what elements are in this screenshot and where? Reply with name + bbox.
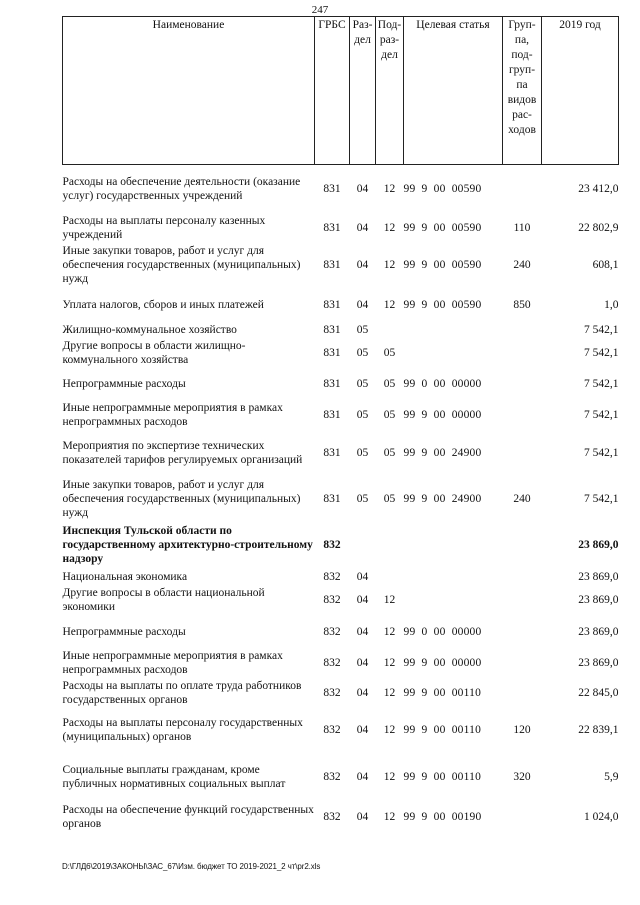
- row-razdel: 05: [356, 377, 369, 390]
- row-name: Жилищно-коммунальное хозяйство: [62, 323, 237, 336]
- table-row: [63, 585, 619, 615]
- row-razdel: 04: [356, 259, 369, 271]
- row-sum: 7 542,1: [584, 346, 619, 359]
- row-grbs: 831: [323, 346, 341, 359]
- row-podrazdel: 12: [383, 810, 396, 823]
- table-row: [63, 752, 619, 802]
- table-row: [63, 802, 619, 832]
- row-name: Расходы на обеспечение деятельности (оказание услуг) государственных учреждений: [62, 175, 301, 202]
- table-body: [63, 165, 619, 832]
- row-podrazdel: 12: [383, 686, 396, 699]
- row-grbs: 831: [323, 446, 341, 459]
- row-name: Социальные выплаты гражданам, кроме публичных нормативных социальных выплат: [62, 763, 286, 790]
- row-sum: 7 542,1: [584, 492, 619, 505]
- row-razdel: 04: [356, 298, 369, 311]
- row-name: Непрограммные расходы: [62, 625, 186, 638]
- row-podrazdel: 05: [383, 446, 396, 459]
- row-target-article: 99 9 00 24900: [403, 492, 482, 505]
- row-target-article: [404, 522, 503, 569]
- row-expense-group: [503, 802, 542, 832]
- row-target-article: 99 0 00 00000: [403, 625, 482, 638]
- row-grbs: 832: [323, 539, 341, 551]
- row-podrazdel: 12: [383, 298, 396, 311]
- row-sum: 5,9: [604, 770, 619, 783]
- row-razdel: 05: [356, 492, 369, 505]
- row-expense-group: 240: [513, 259, 531, 271]
- row-expense-group: [503, 649, 542, 678]
- row-target-article: 99 9 00 00590: [403, 182, 482, 195]
- table-row: [63, 430, 619, 476]
- row-razdel: 04: [356, 182, 369, 195]
- row-sum: 1,0: [604, 298, 619, 311]
- row-name: Другие вопросы в области национальной экономики: [62, 586, 265, 613]
- row-grbs: 831: [323, 492, 341, 505]
- row-grbs: 831: [323, 408, 341, 421]
- row-razdel: 04: [356, 770, 369, 783]
- row-grbs: 831: [323, 182, 341, 195]
- row-expense-group: [503, 400, 542, 430]
- row-target-article: 99 9 00 00590: [403, 298, 482, 311]
- table-row: [63, 708, 619, 752]
- row-expense-group: [503, 522, 542, 569]
- row-name: Иные непрограммные мероприятия в рамках непрограммных расходов: [62, 650, 283, 676]
- row-target-article: [404, 569, 503, 585]
- row-target-article: 99 9 00 00000: [403, 408, 482, 421]
- table-row: [63, 165, 619, 213]
- row-razdel: 04: [356, 723, 369, 736]
- row-name: Расходы на обеспечение функций государственных органов: [62, 803, 314, 830]
- row-grbs: 832: [323, 657, 341, 669]
- row-expense-group: [503, 165, 542, 213]
- row-podrazdel: 05: [383, 408, 396, 421]
- row-name: Иные закупки товаров, работ и услуг для обеспечения государственных (муниципальных) нужд: [62, 478, 301, 519]
- table-row: [63, 368, 619, 400]
- row-name: Расходы на выплаты по оплате труда работников государственных органов: [62, 679, 302, 706]
- row-target-article: 99 9 00 24900: [403, 446, 482, 459]
- row-podrazdel: 12: [383, 657, 396, 669]
- row-podrazdel: 05: [383, 492, 396, 505]
- header-grbs: ГРБС: [315, 17, 350, 165]
- row-expense-group: [503, 678, 542, 708]
- header-expense-group: Груп- па, под- груп- па видов рас- ходов: [503, 17, 542, 165]
- row-podrazdel: 05: [383, 346, 396, 359]
- row-name: Мероприятия по экспертизе технических показателей тарифов регулируемых организаций: [62, 439, 303, 466]
- row-razdel: 05: [356, 346, 369, 359]
- row-name: Уплата налогов, сборов и иных платежей: [62, 298, 264, 311]
- row-razdel: 04: [356, 625, 369, 638]
- row-sum: 608,1: [592, 259, 619, 271]
- row-grbs: 831: [323, 259, 341, 271]
- row-razdel: 05: [356, 323, 369, 336]
- header-name: Наименование: [63, 17, 315, 165]
- row-name: Иные непрограммные мероприятия в рамках непрограммных расходов: [62, 401, 283, 428]
- row-podrazdel: 12: [383, 723, 396, 736]
- row-grbs: 832: [323, 593, 341, 606]
- row-expense-group: [503, 569, 542, 585]
- row-razdel: 04: [356, 686, 369, 699]
- row-grbs: 832: [323, 723, 341, 736]
- row-target-article: 99 9 00 00190: [403, 810, 482, 823]
- row-sum: 7 542,1: [584, 408, 619, 421]
- row-name: Расходы на выплаты персоналу государственных (муниципальных) органов: [62, 716, 303, 743]
- table-row: [63, 322, 619, 338]
- header-year: 2019 год: [542, 17, 619, 165]
- table-row: [63, 243, 619, 288]
- row-sum: 23 869,0: [578, 593, 619, 606]
- header-razdel: Раз- дел: [350, 17, 376, 165]
- table-header-row: [63, 17, 619, 165]
- row-grbs: 832: [323, 686, 341, 699]
- budget-table: [62, 16, 619, 832]
- row-sum: 23 869,0: [578, 625, 619, 638]
- row-expense-group: [503, 430, 542, 476]
- row-target-article: 99 9 00 00590: [403, 221, 482, 234]
- row-sum: 23 412,0: [578, 182, 619, 195]
- header-podrazdel: Под- раз- дел: [376, 17, 404, 165]
- row-expense-group: [503, 338, 542, 368]
- row-podrazdel: 12: [383, 221, 396, 234]
- table-row: [63, 569, 619, 585]
- row-expense-group: 850: [513, 298, 531, 311]
- row-podrazdel: 05: [383, 377, 396, 390]
- row-podrazdel: [376, 522, 404, 569]
- row-sum: 1 024,0: [584, 810, 619, 823]
- row-razdel: 04: [356, 810, 369, 823]
- row-name: Национальная экономика: [62, 570, 188, 583]
- table-row: [63, 615, 619, 649]
- table-row: [63, 678, 619, 708]
- row-target-article: 99 9 00 00000: [403, 657, 482, 669]
- row-grbs: 831: [323, 221, 341, 234]
- table-row: [63, 522, 619, 569]
- table-row: [63, 400, 619, 430]
- row-name: Расходы на выплаты персоналу казенных учреждений: [62, 214, 266, 241]
- row-target-article: [404, 338, 503, 368]
- table-row: [63, 213, 619, 243]
- row-name: Непрограммные расходы: [62, 377, 186, 390]
- row-expense-group: 120: [513, 723, 531, 736]
- row-grbs: 832: [323, 570, 341, 583]
- row-target-article: 99 9 00 00110: [403, 770, 482, 783]
- row-razdel: 04: [356, 593, 369, 606]
- row-target-article: 99 9 00 00110: [403, 723, 482, 736]
- row-podrazdel: 12: [383, 770, 396, 783]
- row-sum: 22 839,1: [578, 723, 619, 736]
- table-row: [63, 288, 619, 322]
- row-podrazdel: 12: [383, 182, 396, 195]
- table-row: [63, 338, 619, 368]
- row-podrazdel: [376, 322, 404, 338]
- page-number: 247: [311, 4, 329, 16]
- row-expense-group: [503, 585, 542, 615]
- row-target-article: 99 9 00 00110: [403, 686, 482, 699]
- row-grbs: 832: [323, 770, 341, 783]
- row-expense-group: [503, 322, 542, 338]
- row-sum: 23 869,0: [578, 570, 619, 583]
- row-expense-group: 320: [513, 770, 531, 783]
- row-sum: 22 845,0: [578, 686, 619, 699]
- row-razdel: 04: [356, 221, 369, 234]
- row-name: Иные закупки товаров, работ и услуг для обеспечения государственных (муниципальных) нужд: [62, 245, 301, 285]
- table-row: [63, 476, 619, 522]
- row-podrazdel: 12: [383, 625, 396, 638]
- row-expense-group: 110: [513, 221, 531, 234]
- row-name: Инспекция Тульской области по государственному архитектурно-строительному надзору: [62, 525, 313, 565]
- row-podrazdel: 12: [383, 259, 396, 271]
- row-grbs: 831: [323, 377, 341, 390]
- row-grbs: 831: [323, 323, 341, 336]
- row-target-article: [404, 322, 503, 338]
- row-target-article: 99 0 00 00000: [403, 377, 482, 390]
- row-name: Другие вопросы в области жилищно-коммунального хозяйства: [62, 339, 246, 366]
- table-row: [63, 649, 619, 678]
- row-podrazdel: [376, 569, 404, 585]
- row-sum: 7 542,1: [584, 446, 619, 459]
- row-target-article: [404, 585, 503, 615]
- row-razdel: 04: [356, 657, 369, 669]
- header-target-article: Целевая статья: [404, 17, 503, 165]
- row-sum: 7 542,1: [584, 377, 619, 390]
- row-grbs: 831: [323, 298, 341, 311]
- row-expense-group: [503, 368, 542, 400]
- row-sum: 23 869,0: [578, 657, 619, 669]
- row-expense-group: 240: [513, 492, 531, 505]
- row-grbs: 832: [323, 810, 341, 823]
- row-razdel: 05: [356, 446, 369, 459]
- file-path-footer: D:\ГЛД6\2019\ЗАКОНЫ\ЗАС_67\Изм. бюджет ТО 2019-2021_2 чт\pr2.xls: [62, 862, 321, 871]
- row-grbs: 832: [323, 625, 341, 638]
- row-sum: 23 869,0: [578, 539, 619, 551]
- row-razdel: [350, 522, 376, 569]
- row-target-article: 99 9 00 00590: [403, 259, 482, 271]
- row-razdel: 05: [356, 408, 369, 421]
- row-razdel: 04: [356, 570, 369, 583]
- row-sum: 7 542,1: [584, 323, 619, 336]
- row-podrazdel: 12: [383, 593, 396, 606]
- row-sum: 22 802,9: [578, 221, 619, 234]
- row-expense-group: [503, 615, 542, 649]
